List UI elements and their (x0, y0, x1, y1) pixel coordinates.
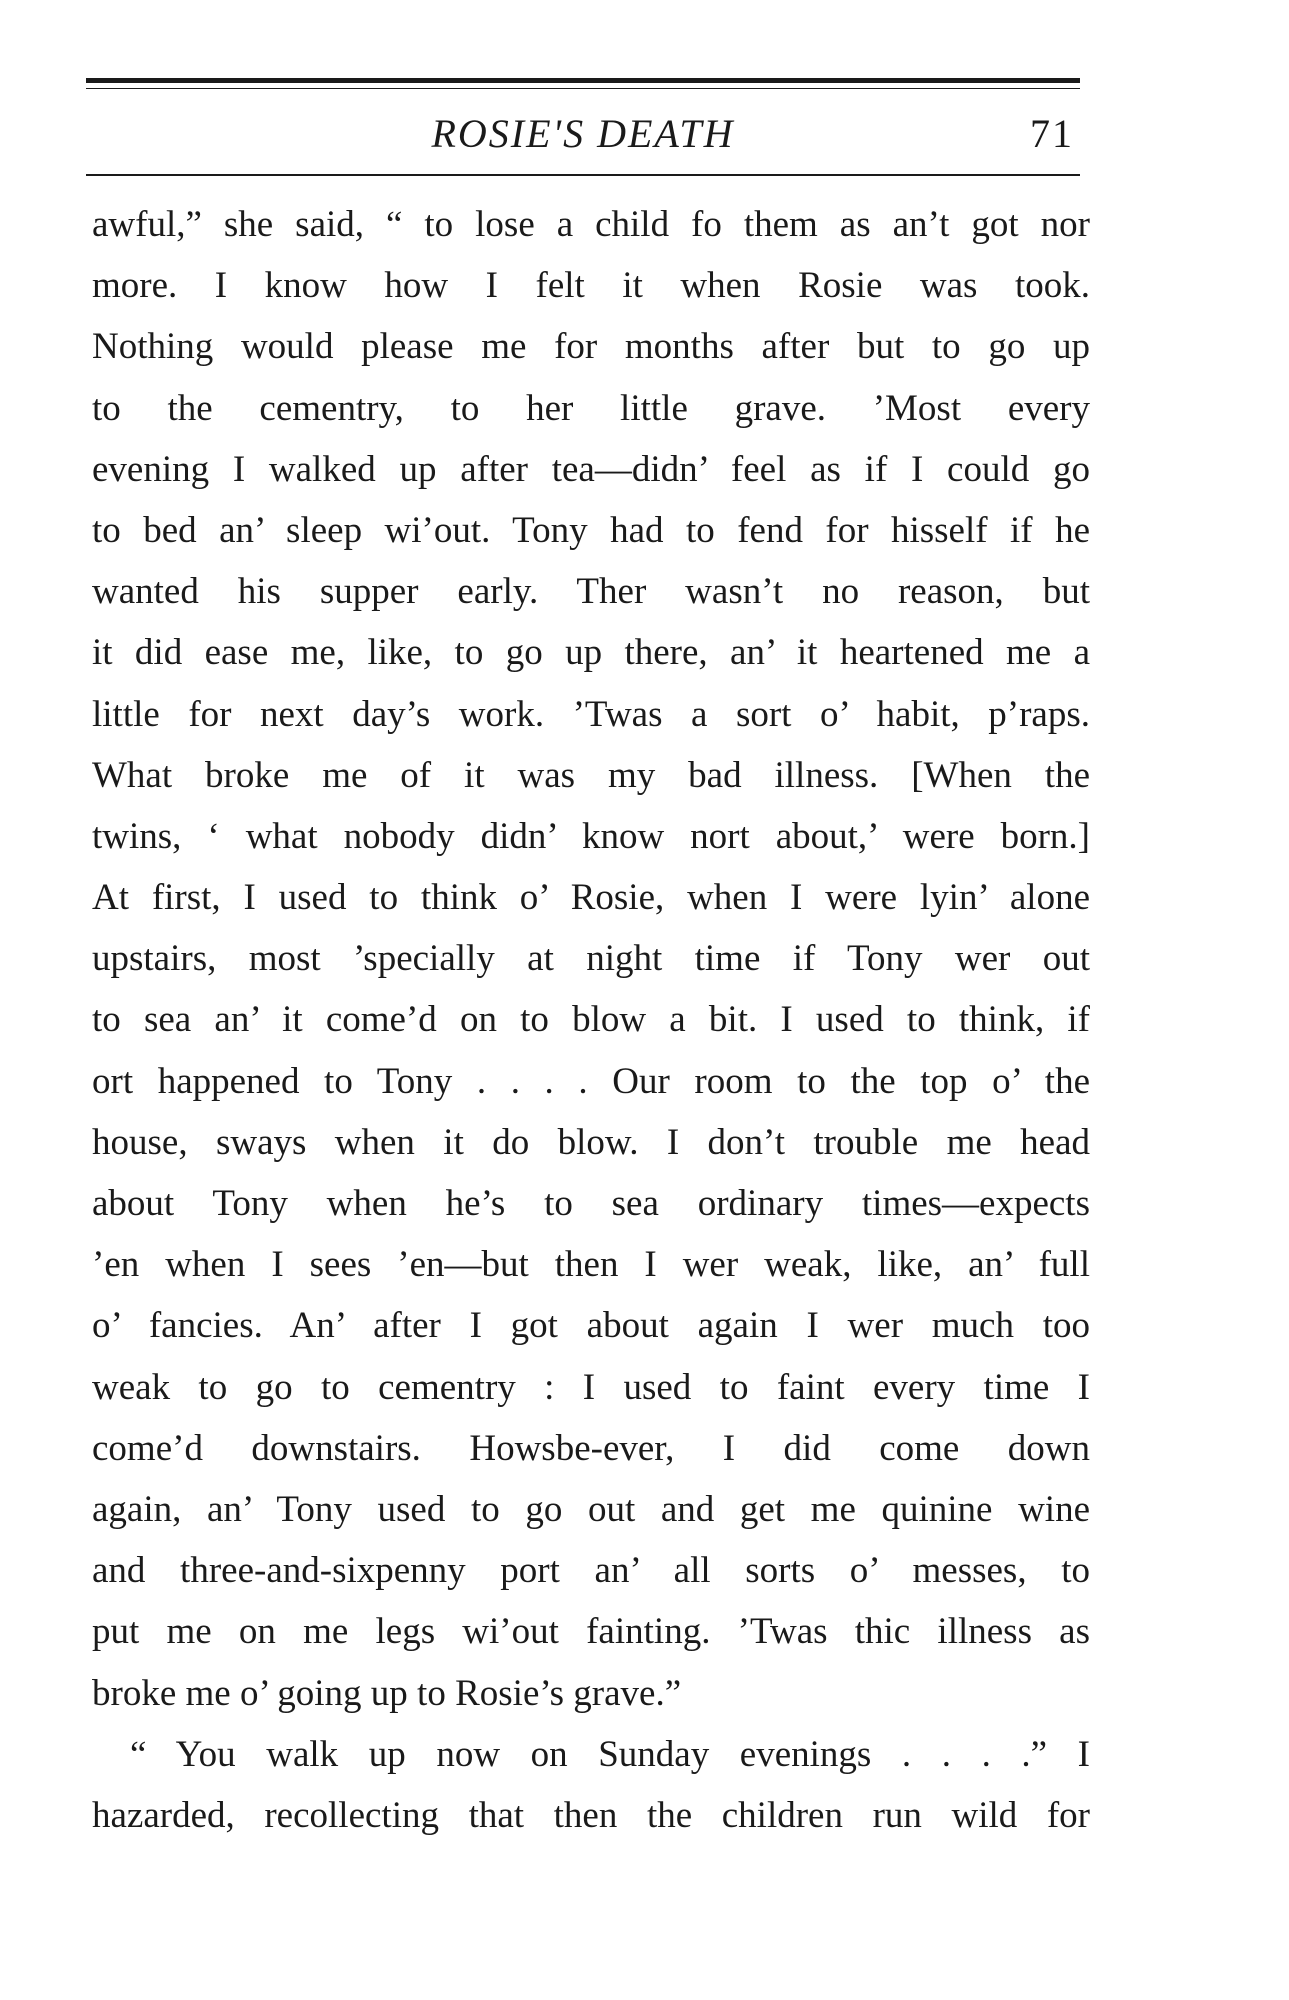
text-line: hazarded, recollecting that then the children run wild for (92, 1794, 1090, 1836)
text-line: about Tony when he’s to sea ordinary times—expects (92, 1183, 1090, 1224)
page-number: 71 (1030, 111, 1074, 156)
text-line: more. I know how I felt it when Rosie was took. (92, 265, 1090, 307)
text-line: awful,” she said, “ to lose a child fo them as an’t got nor (92, 204, 1090, 245)
text-line: put me on me legs wi’out fainting. ’Twas thic illness as (92, 1611, 1090, 1653)
text-line: ’en when I sees ’en—but then I wer weak, like, an’ full (92, 1244, 1090, 1286)
text-line: Nothing would please me for months after but to go up (92, 326, 1090, 368)
text-line: to bed an’ sleep wi’out. Tony had to fend for hisself if he (92, 509, 1090, 551)
text-line: to sea an’ it come’d on to blow a bit. I used to think, if (92, 999, 1090, 1041)
text-line: little for next day’s work. ’Twas a sort o’ habit, p’raps. (92, 693, 1090, 735)
text-line: ort happened to Tony . . . . Our room to the top o’ the (92, 1060, 1090, 1102)
body-text (92, 194, 1090, 1846)
running-title: ROSIE'S DEATH (431, 111, 735, 156)
text-line: to the cementry, to her little grave. ’Most every (92, 387, 1090, 429)
text-line: wanted his supper early. Ther wasn’t no reason, but (92, 571, 1090, 613)
text-line: At first, I used to think o’ Rosie, when I were lyin’ alone (92, 877, 1090, 919)
header-rule-thin (86, 88, 1080, 89)
text-line: upstairs, most ’specially at night time if Tony wer out (92, 938, 1090, 980)
running-header (86, 104, 1080, 164)
text-line: weak to go to cementry : I used to faint every time I (92, 1366, 1090, 1408)
text-line: it did ease me, like, to go up there, an’ it heartened me a (92, 632, 1090, 674)
header-rule-thick (86, 78, 1080, 83)
text-line: o’ fancies. An’ after I got about again I wer much too (92, 1305, 1090, 1347)
header-rule-bottom (86, 174, 1080, 176)
text-line: again, an’ Tony used to go out and get me quinine wine (92, 1488, 1090, 1530)
paragraph-start-line: “ You walk up now on Sunday evenings . . . .” I (130, 1733, 1090, 1775)
text-line: come’d downstairs. Howsbe-ever, I did come down (92, 1427, 1090, 1469)
text-line: and three-and-sixpenny port an’ all sorts o’ messes, to (92, 1550, 1090, 1592)
text-line: evening I walked up after tea—didn’ feel as if I could go (92, 448, 1090, 490)
text-line: house, sways when it do blow. I don’t trouble me head (92, 1121, 1090, 1163)
text-line: twins, ‘ what nobody didn’ know nort about,’ were born.] (92, 815, 1090, 857)
text-line: What broke me of it was my bad illness. [When the (92, 754, 1090, 796)
paragraph-end-line: broke me o’ going up to Rosie’s grave.” (92, 1672, 682, 1714)
